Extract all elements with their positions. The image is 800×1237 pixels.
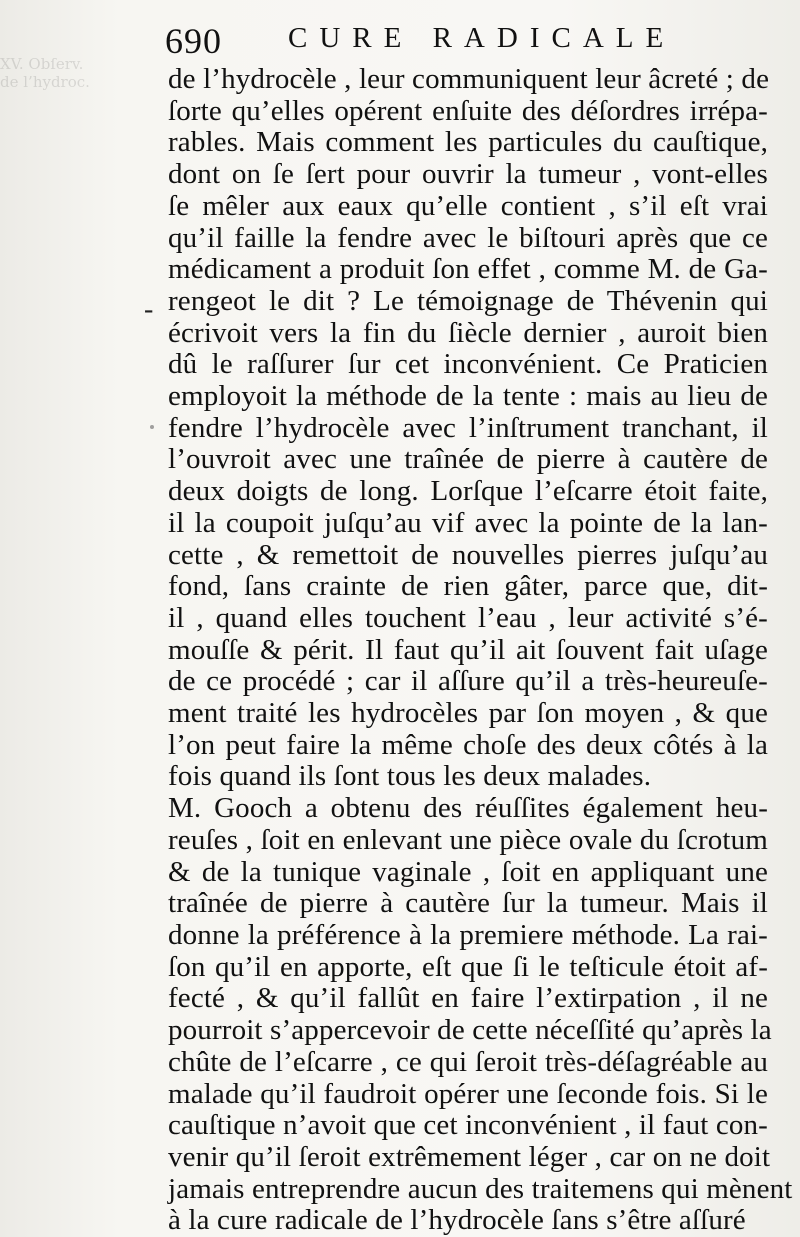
running-head <box>165 20 785 62</box>
bleed-through-text <box>0 55 150 115</box>
paragraph-2-line-11: cauſtique n’avoit que cet inconvénient , il faut con- <box>168 1109 768 1142</box>
paragraph-1-line-11: employoit la méthode de la tente : mais au lieu de <box>168 380 768 413</box>
paragraph-2-line-9: chûte de l’eſcarre , ce qui ſeroit très-déſagréable au <box>168 1045 768 1078</box>
paragraph-2-line-12: venir qu’il ſeroit extrêmement léger , car on ne doit <box>168 1140 771 1173</box>
paragraph-1-line-17: fond, ſans crainte de rien gâter, parce que, dit- <box>168 570 768 603</box>
paragraph-2-line-2: reuſes , ſoit en enlevant une pièce ovale du ſcrotum <box>168 823 768 856</box>
page-number: 690 <box>165 21 222 61</box>
paragraph-2-line-4: traînée de pierre à cautère ſur la tumeur. Mais il <box>168 887 768 920</box>
bleed-line-1: XV. Obſerv. <box>0 55 84 73</box>
paragraph-1-line-10: dû le raſſurer ſur cet inconvénient. Ce Praticien <box>168 348 768 381</box>
paragraph-1 <box>168 64 768 793</box>
paragraph-2-line-13: jamais entreprendre aucun des traitemens qui mènent <box>168 1172 793 1205</box>
paragraph-2-line-8: pourroit s’appercevoir de cette néceſſité qu’après la <box>168 1014 772 1047</box>
paragraph-1-line-4: dont on ſe ſert pour ouvrir la tumeur , vont-elles <box>168 158 768 191</box>
paragraph-2 <box>168 792 793 1237</box>
ink-speck <box>150 425 154 429</box>
paragraph-1-line-2: ſorte qu’elles opérent enſuite des déſordres irrépa- <box>168 94 768 127</box>
paragraph-2-line-5: donne la préférence à la premiere méthode. La rai- <box>168 918 768 951</box>
paragraph-1-line-8: rengeot le dit ? Le témoignage de Thévenin qui <box>168 284 768 317</box>
paragraph-1-line-18: il , quand elles touchent l’eau , leur activité s’é- <box>168 601 768 634</box>
running-title: CURE RADICALE <box>288 22 676 54</box>
paragraph-1-line-22: l’on peut faire la même choſe des deux côtés à la <box>168 728 768 761</box>
paragraph-1-line-9: écrivoit vers la fin du ſiècle dernier , auroit bien <box>168 316 768 349</box>
paragraph-1-line-16: cette , & remettoit de nouvelles pierres juſqu’au <box>168 538 768 571</box>
paragraph-2-line-14: à la cure radicale de l’hydrocèle ſans s’être aſſuré <box>168 1204 746 1237</box>
paragraph-2-line-6: ſon qu’il en apporte, eſt que ſi le teſticule étoit af- <box>168 950 768 983</box>
paragraph-1-line-5: ſe mêler aux eaux qu’elle contient , s’il eſt vrai <box>168 189 768 222</box>
paragraph-2-line-3: & de la tunique vaginale , ſoit en appliquant une <box>168 855 768 888</box>
paragraph-1-line-7: médicament a produit ſon effet , comme M. de Ga- <box>168 253 768 286</box>
paragraph-2-line-10: malade qu’il faudroit opérer une ſeconde fois. Si le <box>168 1077 768 1110</box>
bleed-line-2: de l’hydroc. <box>0 73 90 91</box>
paragraph-1-line-14: deux doigts de long. Lorſque l’eſcarre étoit faite, <box>168 475 768 508</box>
paragraph-1-line-23: fois quand ils ſont tous les deux malades. <box>168 760 652 793</box>
paragraph-1-line-12: fendre l’hydrocèle avec l’inſtrument tranchant, il <box>168 411 768 444</box>
paragraph-1-line-15: il la coupoit juſqu’au vif avec la pointe de la lan- <box>168 506 768 539</box>
paragraph-2-line-7: fecté , & qu’il fallût en faire l’extirpation , il ne <box>168 982 768 1015</box>
paragraph-1-line-6: qu’il faille la fendre avec le biſtouri après que ce <box>168 221 768 254</box>
paragraph-1-line-3: rables. Mais comment les particules du cauſtique, <box>168 126 768 159</box>
paragraph-1-line-20: de ce procédé ; car il aſſure qu’il a très-heureuſe- <box>168 665 768 698</box>
body-text <box>168 63 793 1237</box>
margin-mark: - <box>144 294 154 325</box>
paragraph-1-line-1: de l’hydrocèle , leur communiquent leur âcreté ; de <box>168 63 770 95</box>
paragraph-1-line-13: l’ouvroit avec une traînée de pierre à cautère de <box>168 443 768 476</box>
paragraph-1-line-21: ment traité les hydrocèles par ſon moyen , & que <box>168 697 768 730</box>
paragraph-2-line-1: M. Gooch a obtenu des réuſſites également heu- <box>168 792 768 825</box>
paragraph-1-line-19: mouſſe & périt. Il faut qu’il ait ſouvent fait uſage <box>168 633 768 666</box>
